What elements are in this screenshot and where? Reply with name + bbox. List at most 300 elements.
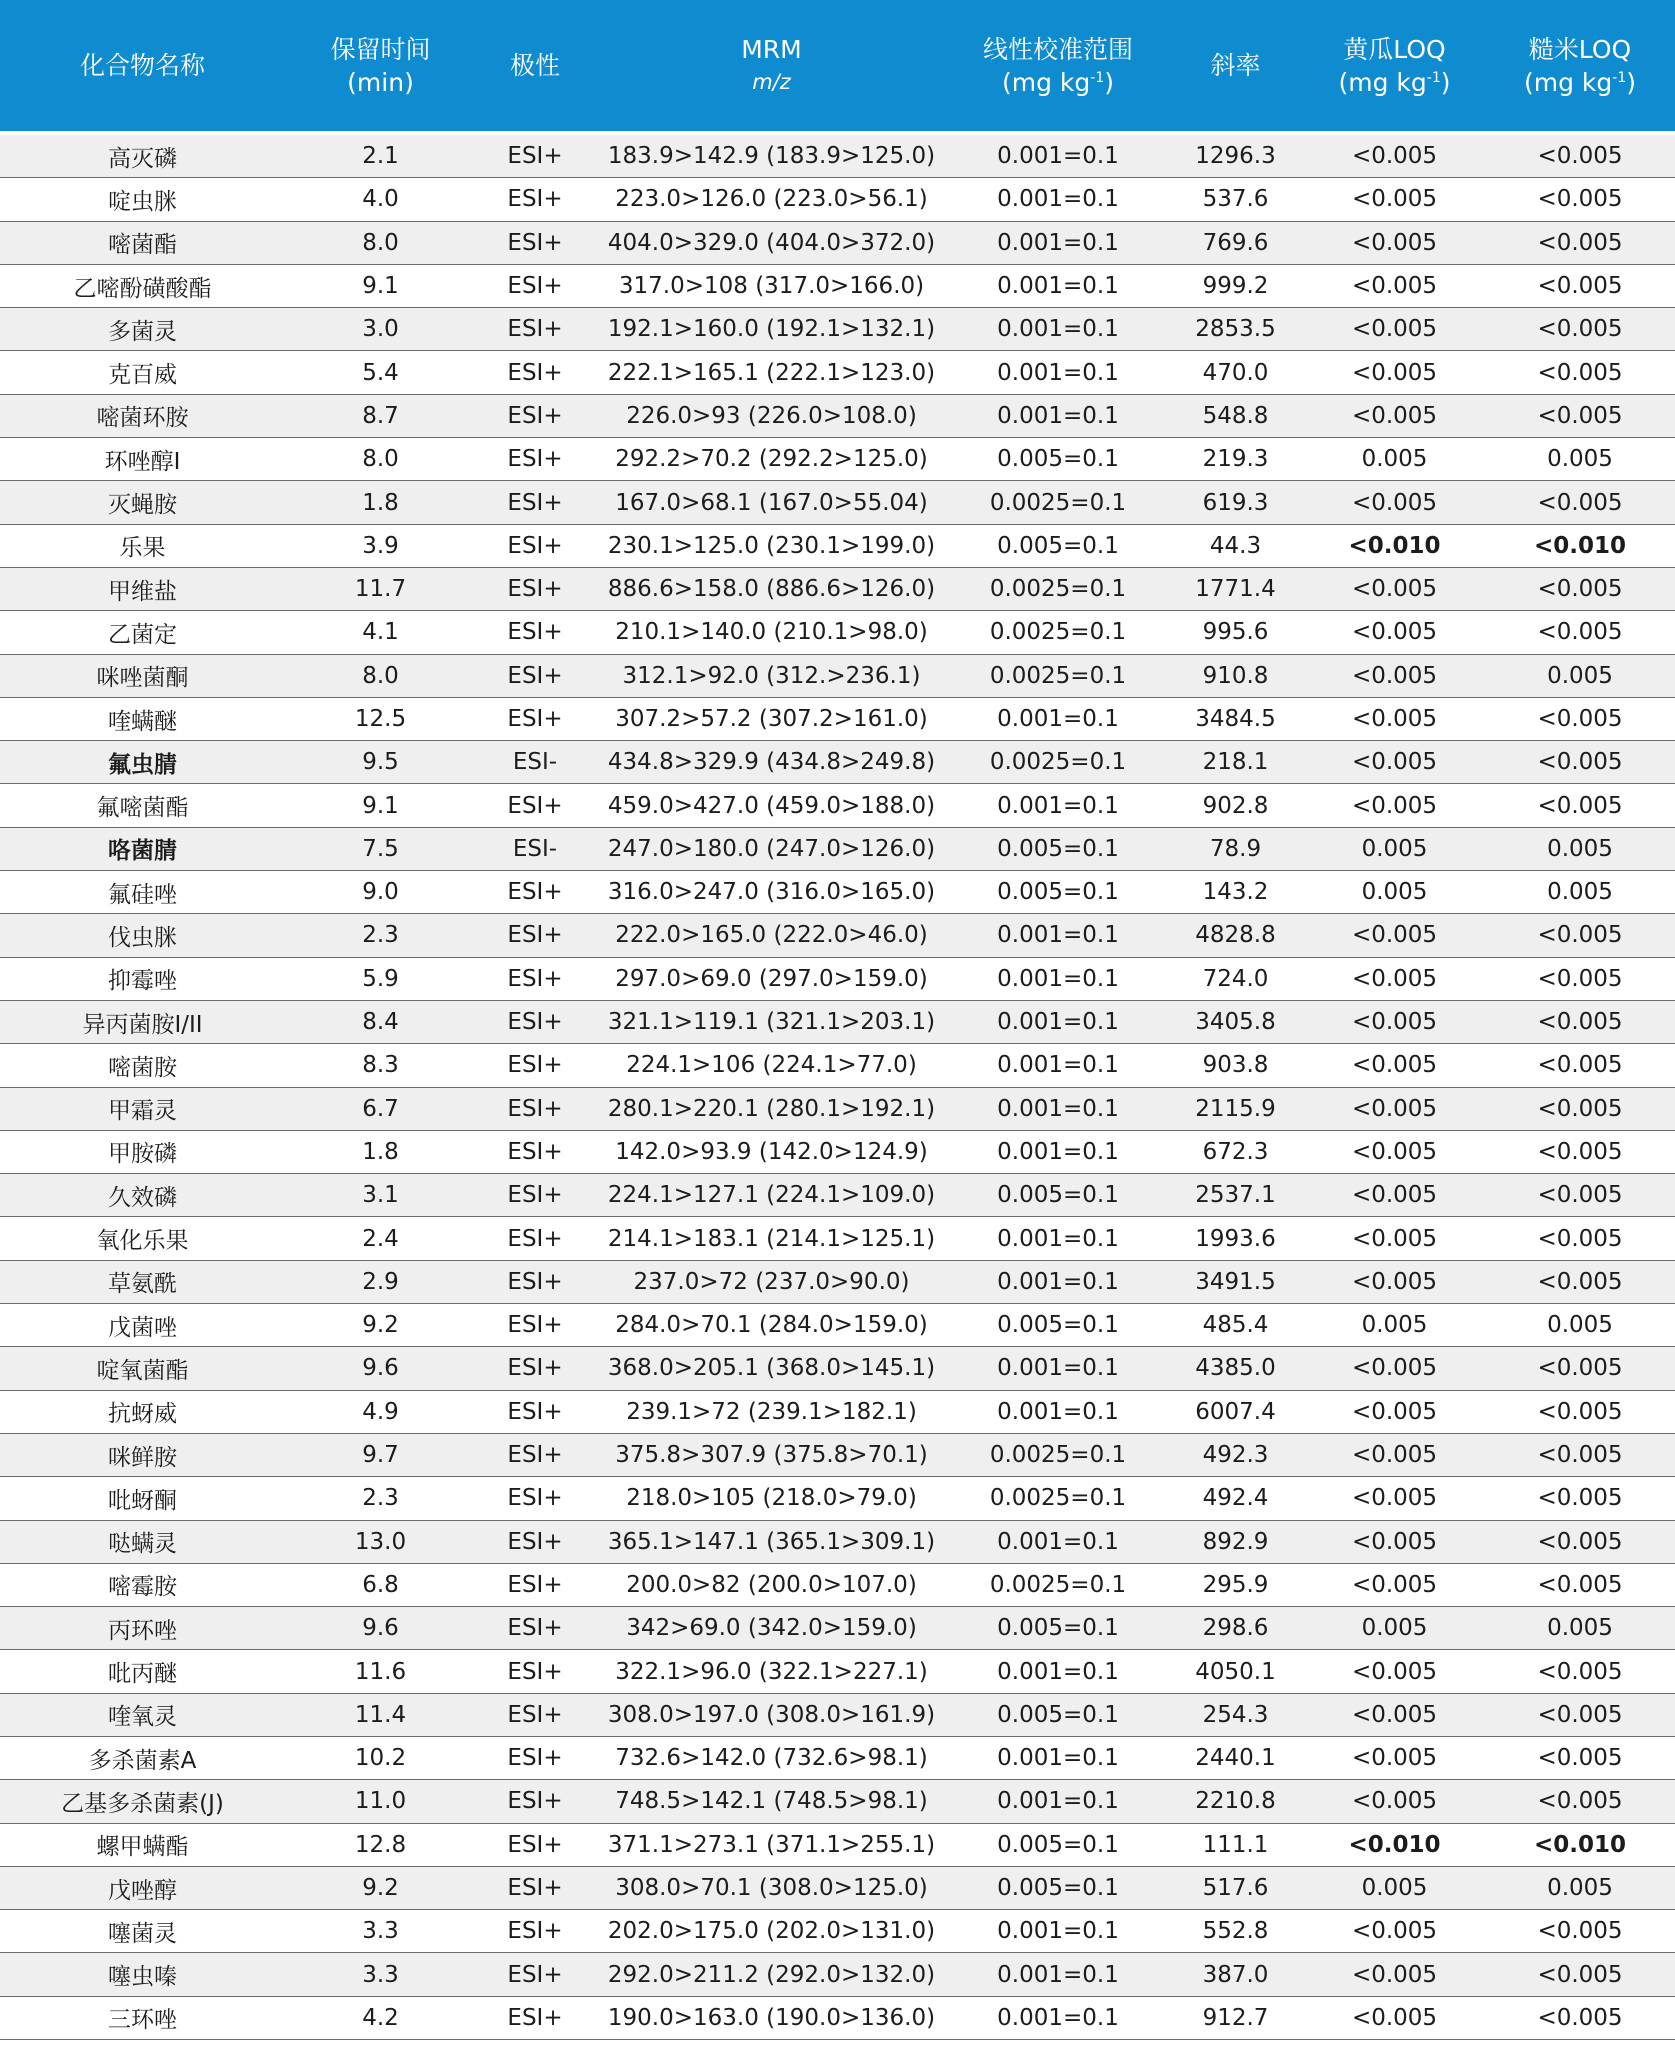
cell-cucumber-loq: 0.005 xyxy=(1304,1866,1485,1909)
table-row xyxy=(0,351,1675,394)
cell-cucumber-loq: 0.005 xyxy=(1304,827,1485,870)
cell-linear-range: 0.0025=0.1 xyxy=(949,654,1167,697)
cell-retention-time: 6.8 xyxy=(285,1563,476,1606)
cell-retention-time: 11.0 xyxy=(285,1780,476,1823)
table-row xyxy=(0,1650,1675,1693)
cell-linear-range: 0.001=0.1 xyxy=(949,1996,1167,2039)
cell-compound-name: 咯菌腈 xyxy=(0,827,285,870)
cell-polarity: ESI+ xyxy=(476,654,594,697)
cell-compound-name: 吡蚜酮 xyxy=(0,1477,285,1520)
table-row xyxy=(0,221,1675,264)
table-row xyxy=(0,481,1675,524)
cell-compound-name: 高灭磷 xyxy=(0,135,285,178)
cell-slope: 724.0 xyxy=(1167,957,1304,1000)
cell-rice-loq: <0.005 xyxy=(1485,1217,1675,1260)
table-row xyxy=(0,1477,1675,1520)
cell-retention-time: 11.4 xyxy=(285,1693,476,1736)
cell-retention-time: 4.1 xyxy=(285,611,476,654)
table-row xyxy=(0,1390,1675,1433)
cell-linear-range: 0.0025=0.1 xyxy=(949,611,1167,654)
table-row xyxy=(0,1260,1675,1303)
cell-polarity: ESI+ xyxy=(476,221,594,264)
cell-compound-name: 灭蝇胺 xyxy=(0,481,285,524)
cell-slope: 387.0 xyxy=(1167,1953,1304,1996)
cell-cucumber-loq: <0.005 xyxy=(1304,741,1485,784)
cell-rice-loq: 0.005 xyxy=(1485,438,1675,481)
cell-linear-range: 0.0025=0.1 xyxy=(949,567,1167,610)
cell-slope: 470.0 xyxy=(1167,351,1304,394)
cell-slope: 537.6 xyxy=(1167,178,1304,221)
cell-compound-name: 异丙菌胺I/II xyxy=(0,1000,285,1043)
cell-retention-time: 2.9 xyxy=(285,1260,476,1303)
cell-rice-loq: 0.005 xyxy=(1485,654,1675,697)
cell-mrm: 434.8>329.9 (434.8>249.8) xyxy=(594,741,949,784)
table-row xyxy=(0,1347,1675,1390)
cell-rice-loq: <0.005 xyxy=(1485,221,1675,264)
cell-mrm: 280.1>220.1 (280.1>192.1) xyxy=(594,1087,949,1130)
cell-cucumber-loq: <0.005 xyxy=(1304,697,1485,740)
cell-slope: 44.3 xyxy=(1167,524,1304,567)
cell-linear-range: 0.001=0.1 xyxy=(949,178,1167,221)
cell-compound-name: 抑霉唑 xyxy=(0,957,285,1000)
cell-mrm: 284.0>70.1 (284.0>159.0) xyxy=(594,1304,949,1347)
cell-retention-time: 1.8 xyxy=(285,481,476,524)
cell-cucumber-loq: <0.005 xyxy=(1304,1174,1485,1217)
cell-compound-name: 戊菌唑 xyxy=(0,1304,285,1347)
cell-retention-time: 2.4 xyxy=(285,1217,476,1260)
cell-polarity: ESI+ xyxy=(476,308,594,351)
cell-mrm: 222.0>165.0 (222.0>46.0) xyxy=(594,914,949,957)
cell-linear-range: 0.001=0.1 xyxy=(949,1910,1167,1953)
cell-slope: 3491.5 xyxy=(1167,1260,1304,1303)
table-row xyxy=(0,1174,1675,1217)
cell-compound-name: 咪鲜胺 xyxy=(0,1433,285,1476)
cell-rice-loq: <0.005 xyxy=(1485,351,1675,394)
cell-rice-loq: <0.005 xyxy=(1485,308,1675,351)
cell-linear-range: 0.001=0.1 xyxy=(949,1780,1167,1823)
cell-cucumber-loq: <0.005 xyxy=(1304,1563,1485,1606)
cell-retention-time: 12.5 xyxy=(285,697,476,740)
cell-rice-loq: <0.005 xyxy=(1485,1347,1675,1390)
header-slope: 斜率 xyxy=(1167,0,1304,131)
cell-slope: 492.4 xyxy=(1167,1477,1304,1520)
cell-retention-time: 8.0 xyxy=(285,438,476,481)
cell-cucumber-loq: <0.005 xyxy=(1304,1044,1485,1087)
cell-polarity: ESI+ xyxy=(476,697,594,740)
cell-compound-name: 噻菌灵 xyxy=(0,1910,285,1953)
cell-cucumber-loq: <0.005 xyxy=(1304,1390,1485,1433)
cell-rice-loq: <0.005 xyxy=(1485,178,1675,221)
cell-retention-time: 1.8 xyxy=(285,1130,476,1173)
table-row xyxy=(0,394,1675,437)
table-row xyxy=(0,178,1675,221)
cell-slope: 552.8 xyxy=(1167,1910,1304,1953)
cell-polarity: ESI+ xyxy=(476,438,594,481)
cell-polarity: ESI+ xyxy=(476,1390,594,1433)
cell-polarity: ESI+ xyxy=(476,394,594,437)
cell-slope: 2537.1 xyxy=(1167,1174,1304,1217)
cell-slope: 218.1 xyxy=(1167,741,1304,784)
cell-polarity: ESI+ xyxy=(476,611,594,654)
cell-mrm: 200.0>82 (200.0>107.0) xyxy=(594,1563,949,1606)
cell-polarity: ESI+ xyxy=(476,1217,594,1260)
header-compound-name: 化合物名称 xyxy=(0,0,285,131)
cell-linear-range: 0.001=0.1 xyxy=(949,1044,1167,1087)
cell-cucumber-loq: <0.005 xyxy=(1304,1130,1485,1173)
cell-cucumber-loq: <0.005 xyxy=(1304,654,1485,697)
cell-compound-name: 喹氧灵 xyxy=(0,1693,285,1736)
cell-compound-name: 草氨酰 xyxy=(0,1260,285,1303)
cell-rice-loq: <0.005 xyxy=(1485,1563,1675,1606)
table-row xyxy=(0,1910,1675,1953)
cell-slope: 619.3 xyxy=(1167,481,1304,524)
cell-linear-range: 0.001=0.1 xyxy=(949,308,1167,351)
cell-polarity: ESI+ xyxy=(476,957,594,1000)
cell-linear-range: 0.001=0.1 xyxy=(949,784,1167,827)
cell-rice-loq: <0.005 xyxy=(1485,481,1675,524)
table-row xyxy=(0,264,1675,307)
cell-retention-time: 2.3 xyxy=(285,1477,476,1520)
cell-polarity: ESI+ xyxy=(476,1130,594,1173)
cell-linear-range: 0.005=0.1 xyxy=(949,1693,1167,1736)
cell-mrm: 142.0>93.9 (142.0>124.9) xyxy=(594,1130,949,1173)
cell-cucumber-loq: <0.005 xyxy=(1304,1736,1485,1779)
cell-compound-name: 伐虫脒 xyxy=(0,914,285,957)
table-row xyxy=(0,741,1675,784)
cell-linear-range: 0.001=0.1 xyxy=(949,1000,1167,1043)
cell-polarity: ESI+ xyxy=(476,1780,594,1823)
cell-slope: 912.7 xyxy=(1167,1996,1304,2039)
table-row xyxy=(0,1866,1675,1909)
cell-retention-time: 11.7 xyxy=(285,567,476,610)
cell-mrm: 322.1>96.0 (322.1>227.1) xyxy=(594,1650,949,1693)
cell-rice-loq: <0.005 xyxy=(1485,697,1675,740)
cell-rice-loq: <0.005 xyxy=(1485,1260,1675,1303)
cell-compound-name: 戊唑醇 xyxy=(0,1866,285,1909)
cell-rice-loq: <0.005 xyxy=(1485,1650,1675,1693)
cell-slope: 2210.8 xyxy=(1167,1780,1304,1823)
cell-cucumber-loq: 0.005 xyxy=(1304,871,1485,914)
cell-linear-range: 0.001=0.1 xyxy=(949,1087,1167,1130)
cell-retention-time: 5.9 xyxy=(285,957,476,1000)
cell-mrm: 312.1>92.0 (312.>236.1) xyxy=(594,654,949,697)
cell-cucumber-loq: <0.005 xyxy=(1304,481,1485,524)
cell-cucumber-loq: <0.005 xyxy=(1304,1260,1485,1303)
cell-slope: 298.6 xyxy=(1167,1607,1304,1650)
cell-rice-loq: <0.005 xyxy=(1485,1996,1675,2039)
cell-cucumber-loq: <0.005 xyxy=(1304,1087,1485,1130)
cell-linear-range: 0.001=0.1 xyxy=(949,1953,1167,1996)
cell-polarity: ESI+ xyxy=(476,1520,594,1563)
cell-cucumber-loq: 0.005 xyxy=(1304,1304,1485,1347)
cell-polarity: ESI+ xyxy=(476,1000,594,1043)
table-row xyxy=(0,1780,1675,1823)
table-row xyxy=(0,1693,1675,1736)
cell-mrm: 292.0>211.2 (292.0>132.0) xyxy=(594,1953,949,1996)
cell-rice-loq: <0.005 xyxy=(1485,135,1675,178)
cell-compound-name: 甲霜灵 xyxy=(0,1087,285,1130)
cell-compound-name: 咪唑菌酮 xyxy=(0,654,285,697)
cell-polarity: ESI+ xyxy=(476,1304,594,1347)
cell-compound-name: 氧化乐果 xyxy=(0,1217,285,1260)
cell-compound-name: 三环唑 xyxy=(0,1996,285,2039)
table-row xyxy=(0,1953,1675,1996)
cell-cucumber-loq: <0.005 xyxy=(1304,784,1485,827)
cell-slope: 1771.4 xyxy=(1167,567,1304,610)
cell-compound-name: 甲胺磷 xyxy=(0,1130,285,1173)
cell-cucumber-loq: <0.005 xyxy=(1304,1650,1485,1693)
cell-polarity: ESI+ xyxy=(476,1433,594,1476)
cell-rice-loq: <0.005 xyxy=(1485,1087,1675,1130)
table-row xyxy=(0,611,1675,654)
cell-retention-time: 9.7 xyxy=(285,1433,476,1476)
cell-polarity: ESI+ xyxy=(476,1910,594,1953)
cell-compound-name: 吡丙醚 xyxy=(0,1650,285,1693)
cell-polarity: ESI+ xyxy=(476,1044,594,1087)
cell-polarity: ESI+ xyxy=(476,1174,594,1217)
cell-retention-time: 9.0 xyxy=(285,871,476,914)
table-row xyxy=(0,1520,1675,1563)
cell-compound-name: 多菌灵 xyxy=(0,308,285,351)
table-header xyxy=(0,0,1675,135)
cell-linear-range: 0.005=0.1 xyxy=(949,1607,1167,1650)
cell-slope: 254.3 xyxy=(1167,1693,1304,1736)
table-row xyxy=(0,1563,1675,1606)
cell-compound-name: 氟虫腈 xyxy=(0,741,285,784)
table-row xyxy=(0,1433,1675,1476)
cell-cucumber-loq: <0.005 xyxy=(1304,957,1485,1000)
table-row xyxy=(0,1000,1675,1043)
cell-polarity: ESI- xyxy=(476,741,594,784)
cell-mrm: 321.1>119.1 (321.1>203.1) xyxy=(594,1000,949,1043)
cell-mrm: 317.0>108 (317.0>166.0) xyxy=(594,264,949,307)
cell-compound-name: 乙基多杀菌素(J) xyxy=(0,1780,285,1823)
cell-slope: 902.8 xyxy=(1167,784,1304,827)
cell-rice-loq: <0.010 xyxy=(1485,1823,1675,1866)
cell-compound-name: 螺甲螨酯 xyxy=(0,1823,285,1866)
cell-slope: 3405.8 xyxy=(1167,1000,1304,1043)
cell-slope: 517.6 xyxy=(1167,1866,1304,1909)
cell-rice-loq: <0.005 xyxy=(1485,1910,1675,1953)
cell-polarity: ESI+ xyxy=(476,1736,594,1779)
cell-slope: 492.3 xyxy=(1167,1433,1304,1476)
cell-mrm: 748.5>142.1 (748.5>98.1) xyxy=(594,1780,949,1823)
cell-linear-range: 0.001=0.1 xyxy=(949,1347,1167,1390)
table-row xyxy=(0,1607,1675,1650)
cell-rice-loq: 0.005 xyxy=(1485,1304,1675,1347)
cell-compound-name: 喹螨醚 xyxy=(0,697,285,740)
cell-slope: 485.4 xyxy=(1167,1304,1304,1347)
header-cucumber-loq: 黄瓜LOQ (mg $kg^{-1}$) xyxy=(1304,0,1485,131)
cell-mrm: 375.8>307.9 (375.8>70.1) xyxy=(594,1433,949,1476)
cell-rice-loq: 0.005 xyxy=(1485,1866,1675,1909)
cell-slope: 995.6 xyxy=(1167,611,1304,654)
cell-polarity: ESI+ xyxy=(476,1996,594,2039)
table-row xyxy=(0,1217,1675,1260)
cell-rice-loq: <0.005 xyxy=(1485,567,1675,610)
cell-cucumber-loq: <0.005 xyxy=(1304,351,1485,394)
table-row xyxy=(0,1087,1675,1130)
cell-linear-range: 0.001=0.1 xyxy=(949,221,1167,264)
cell-compound-name: 啶虫脒 xyxy=(0,178,285,221)
cell-slope: 111.1 xyxy=(1167,1823,1304,1866)
cell-linear-range: 0.001=0.1 xyxy=(949,914,1167,957)
cell-compound-name: 丙环唑 xyxy=(0,1607,285,1650)
cell-slope: 2853.5 xyxy=(1167,308,1304,351)
cell-polarity: ESI+ xyxy=(476,1823,594,1866)
cell-retention-time: 9.5 xyxy=(285,741,476,784)
cell-mrm: 316.0>247.0 (316.0>165.0) xyxy=(594,871,949,914)
cell-mrm: 404.0>329.0 (404.0>372.0) xyxy=(594,221,949,264)
cell-cucumber-loq: <0.005 xyxy=(1304,221,1485,264)
cell-linear-range: 0.0025=0.1 xyxy=(949,1563,1167,1606)
cell-polarity: ESI- xyxy=(476,827,594,870)
cell-cucumber-loq: <0.005 xyxy=(1304,1693,1485,1736)
cell-linear-range: 0.005=0.1 xyxy=(949,438,1167,481)
cell-rice-loq: <0.005 xyxy=(1485,914,1675,957)
cell-slope: 4828.8 xyxy=(1167,914,1304,957)
cell-rice-loq: <0.005 xyxy=(1485,264,1675,307)
cell-compound-name: 氟硅唑 xyxy=(0,871,285,914)
cell-slope: 2440.1 xyxy=(1167,1736,1304,1779)
cell-cucumber-loq: <0.005 xyxy=(1304,1477,1485,1520)
cell-retention-time: 8.3 xyxy=(285,1044,476,1087)
cell-rice-loq: <0.005 xyxy=(1485,1953,1675,1996)
cell-retention-time: 9.2 xyxy=(285,1304,476,1347)
cell-slope: 769.6 xyxy=(1167,221,1304,264)
cell-mrm: 183.9>142.9 (183.9>125.0) xyxy=(594,135,949,178)
cell-polarity: ESI+ xyxy=(476,567,594,610)
cell-slope: 2115.9 xyxy=(1167,1087,1304,1130)
cell-linear-range: 0.001=0.1 xyxy=(949,957,1167,1000)
cell-mrm: 218.0>105 (218.0>79.0) xyxy=(594,1477,949,1520)
cell-compound-name: 嘧菌酯 xyxy=(0,221,285,264)
cell-polarity: ESI+ xyxy=(476,1563,594,1606)
cell-cucumber-loq: <0.005 xyxy=(1304,611,1485,654)
table-row xyxy=(0,438,1675,481)
cell-mrm: 237.0>72 (237.0>90.0) xyxy=(594,1260,949,1303)
cell-retention-time: 9.1 xyxy=(285,264,476,307)
cell-slope: 6007.4 xyxy=(1167,1390,1304,1433)
cell-slope: 903.8 xyxy=(1167,1044,1304,1087)
cell-rice-loq: <0.005 xyxy=(1485,741,1675,784)
cell-mrm: 297.0>69.0 (297.0>159.0) xyxy=(594,957,949,1000)
cell-linear-range: 0.001=0.1 xyxy=(949,135,1167,178)
cell-mrm: 202.0>175.0 (202.0>131.0) xyxy=(594,1910,949,1953)
table-row xyxy=(0,914,1675,957)
cell-compound-name: 环唑醇I xyxy=(0,438,285,481)
cell-polarity: ESI+ xyxy=(476,1087,594,1130)
cell-mrm: 307.2>57.2 (307.2>161.0) xyxy=(594,697,949,740)
header-linear-range: 线性校准范围 (mg $kg^{-1}$) xyxy=(949,0,1167,131)
cell-retention-time: 2.1 xyxy=(285,135,476,178)
header-mrm: MRM m/z xyxy=(594,0,949,131)
cell-rice-loq: <0.005 xyxy=(1485,1693,1675,1736)
cell-slope: 672.3 xyxy=(1167,1130,1304,1173)
cell-polarity: ESI+ xyxy=(476,481,594,524)
cell-rice-loq: <0.005 xyxy=(1485,957,1675,1000)
cell-linear-range: 0.0025=0.1 xyxy=(949,741,1167,784)
cell-linear-range: 0.001=0.1 xyxy=(949,1520,1167,1563)
cell-compound-name: 啶氧菌酯 xyxy=(0,1347,285,1390)
cell-slope: 3484.5 xyxy=(1167,697,1304,740)
table-row xyxy=(0,1736,1675,1779)
header-rice-loq: 糙米LOQ (mg $kg^{-1}$) xyxy=(1485,0,1675,131)
cell-linear-range: 0.005=0.1 xyxy=(949,524,1167,567)
cell-polarity: ESI+ xyxy=(476,178,594,221)
cell-mrm: 222.1>165.1 (222.1>123.0) xyxy=(594,351,949,394)
cell-retention-time: 11.6 xyxy=(285,1650,476,1693)
cell-mrm: 342>69.0 (342.0>159.0) xyxy=(594,1607,949,1650)
cell-linear-range: 0.001=0.1 xyxy=(949,1217,1167,1260)
cell-retention-time: 5.4 xyxy=(285,351,476,394)
cell-linear-range: 0.005=0.1 xyxy=(949,827,1167,870)
cell-rice-loq: <0.005 xyxy=(1485,1477,1675,1520)
cell-mrm: 224.1>127.1 (224.1>109.0) xyxy=(594,1174,949,1217)
cell-compound-name: 氟嘧菌酯 xyxy=(0,784,285,827)
cell-mrm: 365.1>147.1 (365.1>309.1) xyxy=(594,1520,949,1563)
cell-rice-loq: <0.005 xyxy=(1485,1000,1675,1043)
cell-compound-name: 哒螨灵 xyxy=(0,1520,285,1563)
cell-retention-time: 3.1 xyxy=(285,1174,476,1217)
cell-polarity: ESI+ xyxy=(476,351,594,394)
cell-rice-loq: <0.005 xyxy=(1485,394,1675,437)
cell-slope: 143.2 xyxy=(1167,871,1304,914)
cell-slope: 892.9 xyxy=(1167,1520,1304,1563)
cell-cucumber-loq: <0.005 xyxy=(1304,1996,1485,2039)
cell-linear-range: 0.001=0.1 xyxy=(949,1650,1167,1693)
cell-slope: 78.9 xyxy=(1167,827,1304,870)
cell-retention-time: 3.3 xyxy=(285,1953,476,1996)
cell-polarity: ESI+ xyxy=(476,871,594,914)
cell-polarity: ESI+ xyxy=(476,1953,594,1996)
cell-mrm: 459.0>427.0 (459.0>188.0) xyxy=(594,784,949,827)
cell-compound-name: 嘧霉胺 xyxy=(0,1563,285,1606)
cell-cucumber-loq: <0.005 xyxy=(1304,264,1485,307)
table-body xyxy=(0,135,1675,2040)
cell-linear-range: 0.005=0.1 xyxy=(949,871,1167,914)
cell-mrm: 308.0>70.1 (308.0>125.0) xyxy=(594,1866,949,1909)
cell-compound-name: 乐果 xyxy=(0,524,285,567)
cell-compound-name: 噻虫嗪 xyxy=(0,1953,285,1996)
cell-rice-loq: <0.005 xyxy=(1485,1433,1675,1476)
table-row xyxy=(0,567,1675,610)
cell-cucumber-loq: <0.005 xyxy=(1304,914,1485,957)
cell-linear-range: 0.005=0.1 xyxy=(949,1823,1167,1866)
cell-mrm: 214.1>183.1 (214.1>125.1) xyxy=(594,1217,949,1260)
cell-linear-range: 0.001=0.1 xyxy=(949,264,1167,307)
cell-mrm: 224.1>106 (224.1>77.0) xyxy=(594,1044,949,1087)
cell-rice-loq: 0.005 xyxy=(1485,1607,1675,1650)
cell-mrm: 732.6>142.0 (732.6>98.1) xyxy=(594,1736,949,1779)
cell-cucumber-loq: <0.005 xyxy=(1304,1780,1485,1823)
cell-retention-time: 8.4 xyxy=(285,1000,476,1043)
cell-slope: 219.3 xyxy=(1167,438,1304,481)
cell-rice-loq: <0.005 xyxy=(1485,1174,1675,1217)
cell-retention-time: 9.6 xyxy=(285,1347,476,1390)
cell-mrm: 247.0>180.0 (247.0>126.0) xyxy=(594,827,949,870)
cell-mrm: 368.0>205.1 (368.0>145.1) xyxy=(594,1347,949,1390)
table-row xyxy=(0,1130,1675,1173)
cell-mrm: 292.2>70.2 (292.2>125.0) xyxy=(594,438,949,481)
cell-slope: 999.2 xyxy=(1167,264,1304,307)
cell-retention-time: 9.6 xyxy=(285,1607,476,1650)
cell-cucumber-loq: 0.005 xyxy=(1304,1607,1485,1650)
cell-slope: 548.8 xyxy=(1167,394,1304,437)
cell-retention-time: 6.7 xyxy=(285,1087,476,1130)
cell-slope: 1296.3 xyxy=(1167,135,1304,178)
table-row xyxy=(0,784,1675,827)
